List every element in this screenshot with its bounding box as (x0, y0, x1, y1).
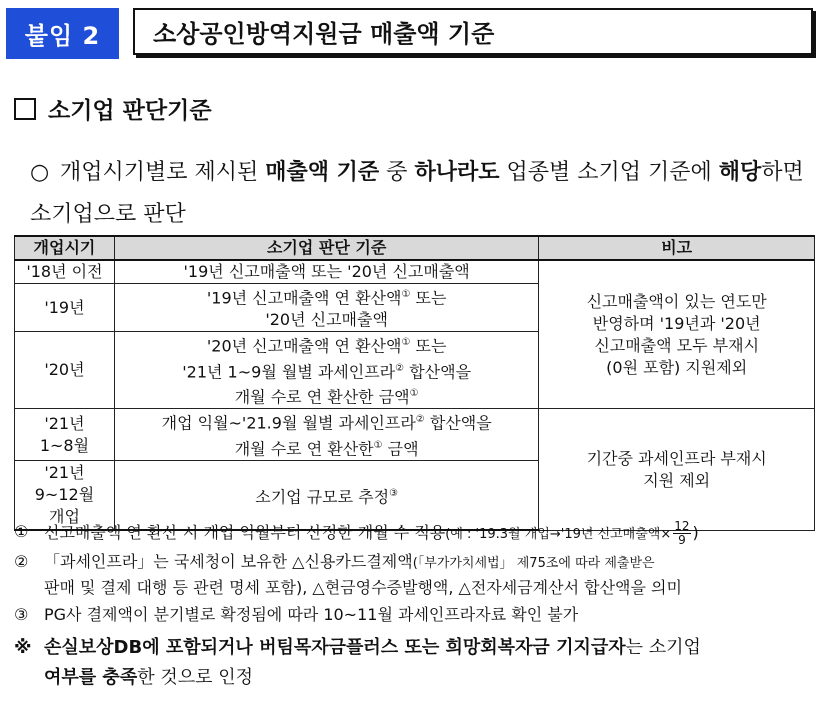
footnote-example: (예 : '19.3월 개업→'19년 신고매출액× (445, 527, 672, 542)
criteria-cell: '19년 신고매출액 또는 '20년 신고매출액 (114, 260, 538, 284)
criteria-text: '19년 신고매출액 연 환산액 (206, 288, 402, 308)
criteria-text: 합산액을 (424, 413, 492, 433)
footnote-3 (14, 603, 819, 627)
footnotes (14, 520, 819, 693)
reference-text: 는 소기업 (625, 637, 701, 658)
period-text: '21년 (44, 463, 85, 483)
note-line: 반영하며 '19년과 '20년 (592, 313, 761, 333)
lead-text: 하면 소기업으로 판단 (30, 160, 804, 227)
fraction (673, 520, 690, 547)
footnote-text: 판매 및 결제 대행 등 관련 명세 포함), △현금영수증발행액, △전자세금계산서 합산액을 의미 (44, 578, 682, 597)
lead-bold: 해당 (718, 160, 762, 185)
lead-text: 개업시기별로 제시된 (60, 160, 266, 185)
lead-paragraph (30, 152, 820, 236)
footnote-mark: ① (401, 337, 411, 349)
lead-text: 업종별 소기업 기준에 (499, 160, 719, 185)
criteria-cell (114, 332, 538, 409)
circle-bullet-icon: ○ (30, 160, 50, 185)
reference-bold: 손실보상DB에 포함되거나 버팀목자금플러스 또는 희망회복자금 기지급자 (44, 637, 626, 658)
footnote-text-small: (「부가가치세법」 제75조에 따라 제출받은 (412, 556, 655, 571)
criteria-text: '20년 신고매출액 (265, 310, 388, 330)
criteria-text: 개월 수로 연 환산한 (234, 438, 374, 458)
criteria-text: 또는 (410, 336, 447, 356)
page-title (133, 8, 813, 55)
note-line: 신고매출액이 있는 연도만 (586, 291, 767, 311)
lead-bold: 매출액 기준 (265, 160, 380, 185)
period-text: 개업 (49, 507, 80, 527)
criteria-text: 금액 (382, 438, 419, 458)
footnote-mark: ③ (389, 487, 399, 499)
note-line: 기간중 과세인프라 부재시 (586, 448, 767, 468)
note-cell (539, 409, 815, 531)
criteria-text: 또는 (410, 288, 447, 308)
table-row (15, 260, 815, 284)
attachment-tag: 붙임 2 (6, 8, 119, 59)
section-heading (14, 92, 212, 125)
reference-note (14, 633, 819, 693)
header-criteria: 소기업 판단 기준 (114, 236, 538, 260)
criteria-text: '21년 1~9월 월별 과세인프라 (182, 361, 396, 381)
footnote-text: PG사 결제액이 분기별로 확정됨에 따라 10~11월 과세인프라자료 확인 불가 (44, 605, 579, 624)
lead-text: 중 (379, 160, 415, 185)
table-row (15, 409, 815, 461)
table-header-row (15, 236, 815, 260)
criteria-text: '20년 신고매출액 연 환산액 (206, 336, 402, 356)
footnote-mark: ① (373, 439, 383, 451)
footnote-text: 신고매출액 연 환산 시 개업 익월부터 산정한 개월 수 적용 (44, 523, 446, 542)
reference-bold: 여부를 충족 (44, 667, 138, 688)
checkbox-square-icon (14, 98, 36, 120)
header-period: 개업시기 (15, 236, 115, 260)
period-text: '21년 (44, 413, 85, 433)
criteria-text: 소기업 규모로 추정 (255, 486, 390, 506)
period-cell: '19년 (15, 284, 115, 332)
footnote-mark: ① (409, 387, 419, 399)
criteria-cell (114, 409, 538, 461)
lead-bold: 하나라도 (414, 160, 500, 185)
period-text: 9~12월 (34, 485, 95, 505)
header-note: 비고 (539, 236, 815, 260)
footnote-number: ③ (14, 605, 29, 624)
footnote-2 (14, 550, 819, 600)
criteria-text: 합산액을 (404, 361, 472, 381)
note-cell (539, 260, 815, 409)
note-line: (0원 포함) 지원제외 (606, 357, 748, 377)
period-cell (15, 409, 115, 461)
period-cell: '20년 (15, 332, 115, 409)
footnote-1 (14, 520, 819, 547)
criteria-cell (114, 284, 538, 332)
fraction-denominator: 9 (678, 533, 686, 547)
criteria-table (14, 235, 815, 531)
footnote-text: ) (692, 523, 699, 542)
criteria-text: 개업 익월~'21.9월 월별 과세인프라 (161, 413, 416, 433)
note-line: 신고매출액 모두 부재시 (594, 335, 760, 355)
reference-text: 한 것으로 인정 (137, 667, 253, 688)
footnote-text: 「과세인프라」는 국세청이 보유한 △신용카드결제액 (44, 552, 413, 571)
fraction-numerator: 12 (674, 519, 690, 533)
footnote-mark: ① (401, 289, 411, 300)
criteria-text: 개월 수로 연 환산한 금액 (234, 387, 410, 407)
footnote-mark: ② (395, 362, 405, 374)
section-title: 소기업 판단기준 (48, 98, 212, 124)
footnote-number: ② (14, 552, 29, 571)
period-text: 1~8월 (39, 435, 90, 455)
page-title-text: 소상공인방역지원금 매출액 기준 (153, 20, 495, 48)
note-line: 지원 제외 (643, 470, 711, 490)
footnote-number: ① (14, 522, 29, 541)
period-cell: '18년 이전 (15, 260, 115, 284)
reference-mark-icon: ※ (14, 637, 32, 658)
footnote-mark: ② (415, 414, 425, 426)
